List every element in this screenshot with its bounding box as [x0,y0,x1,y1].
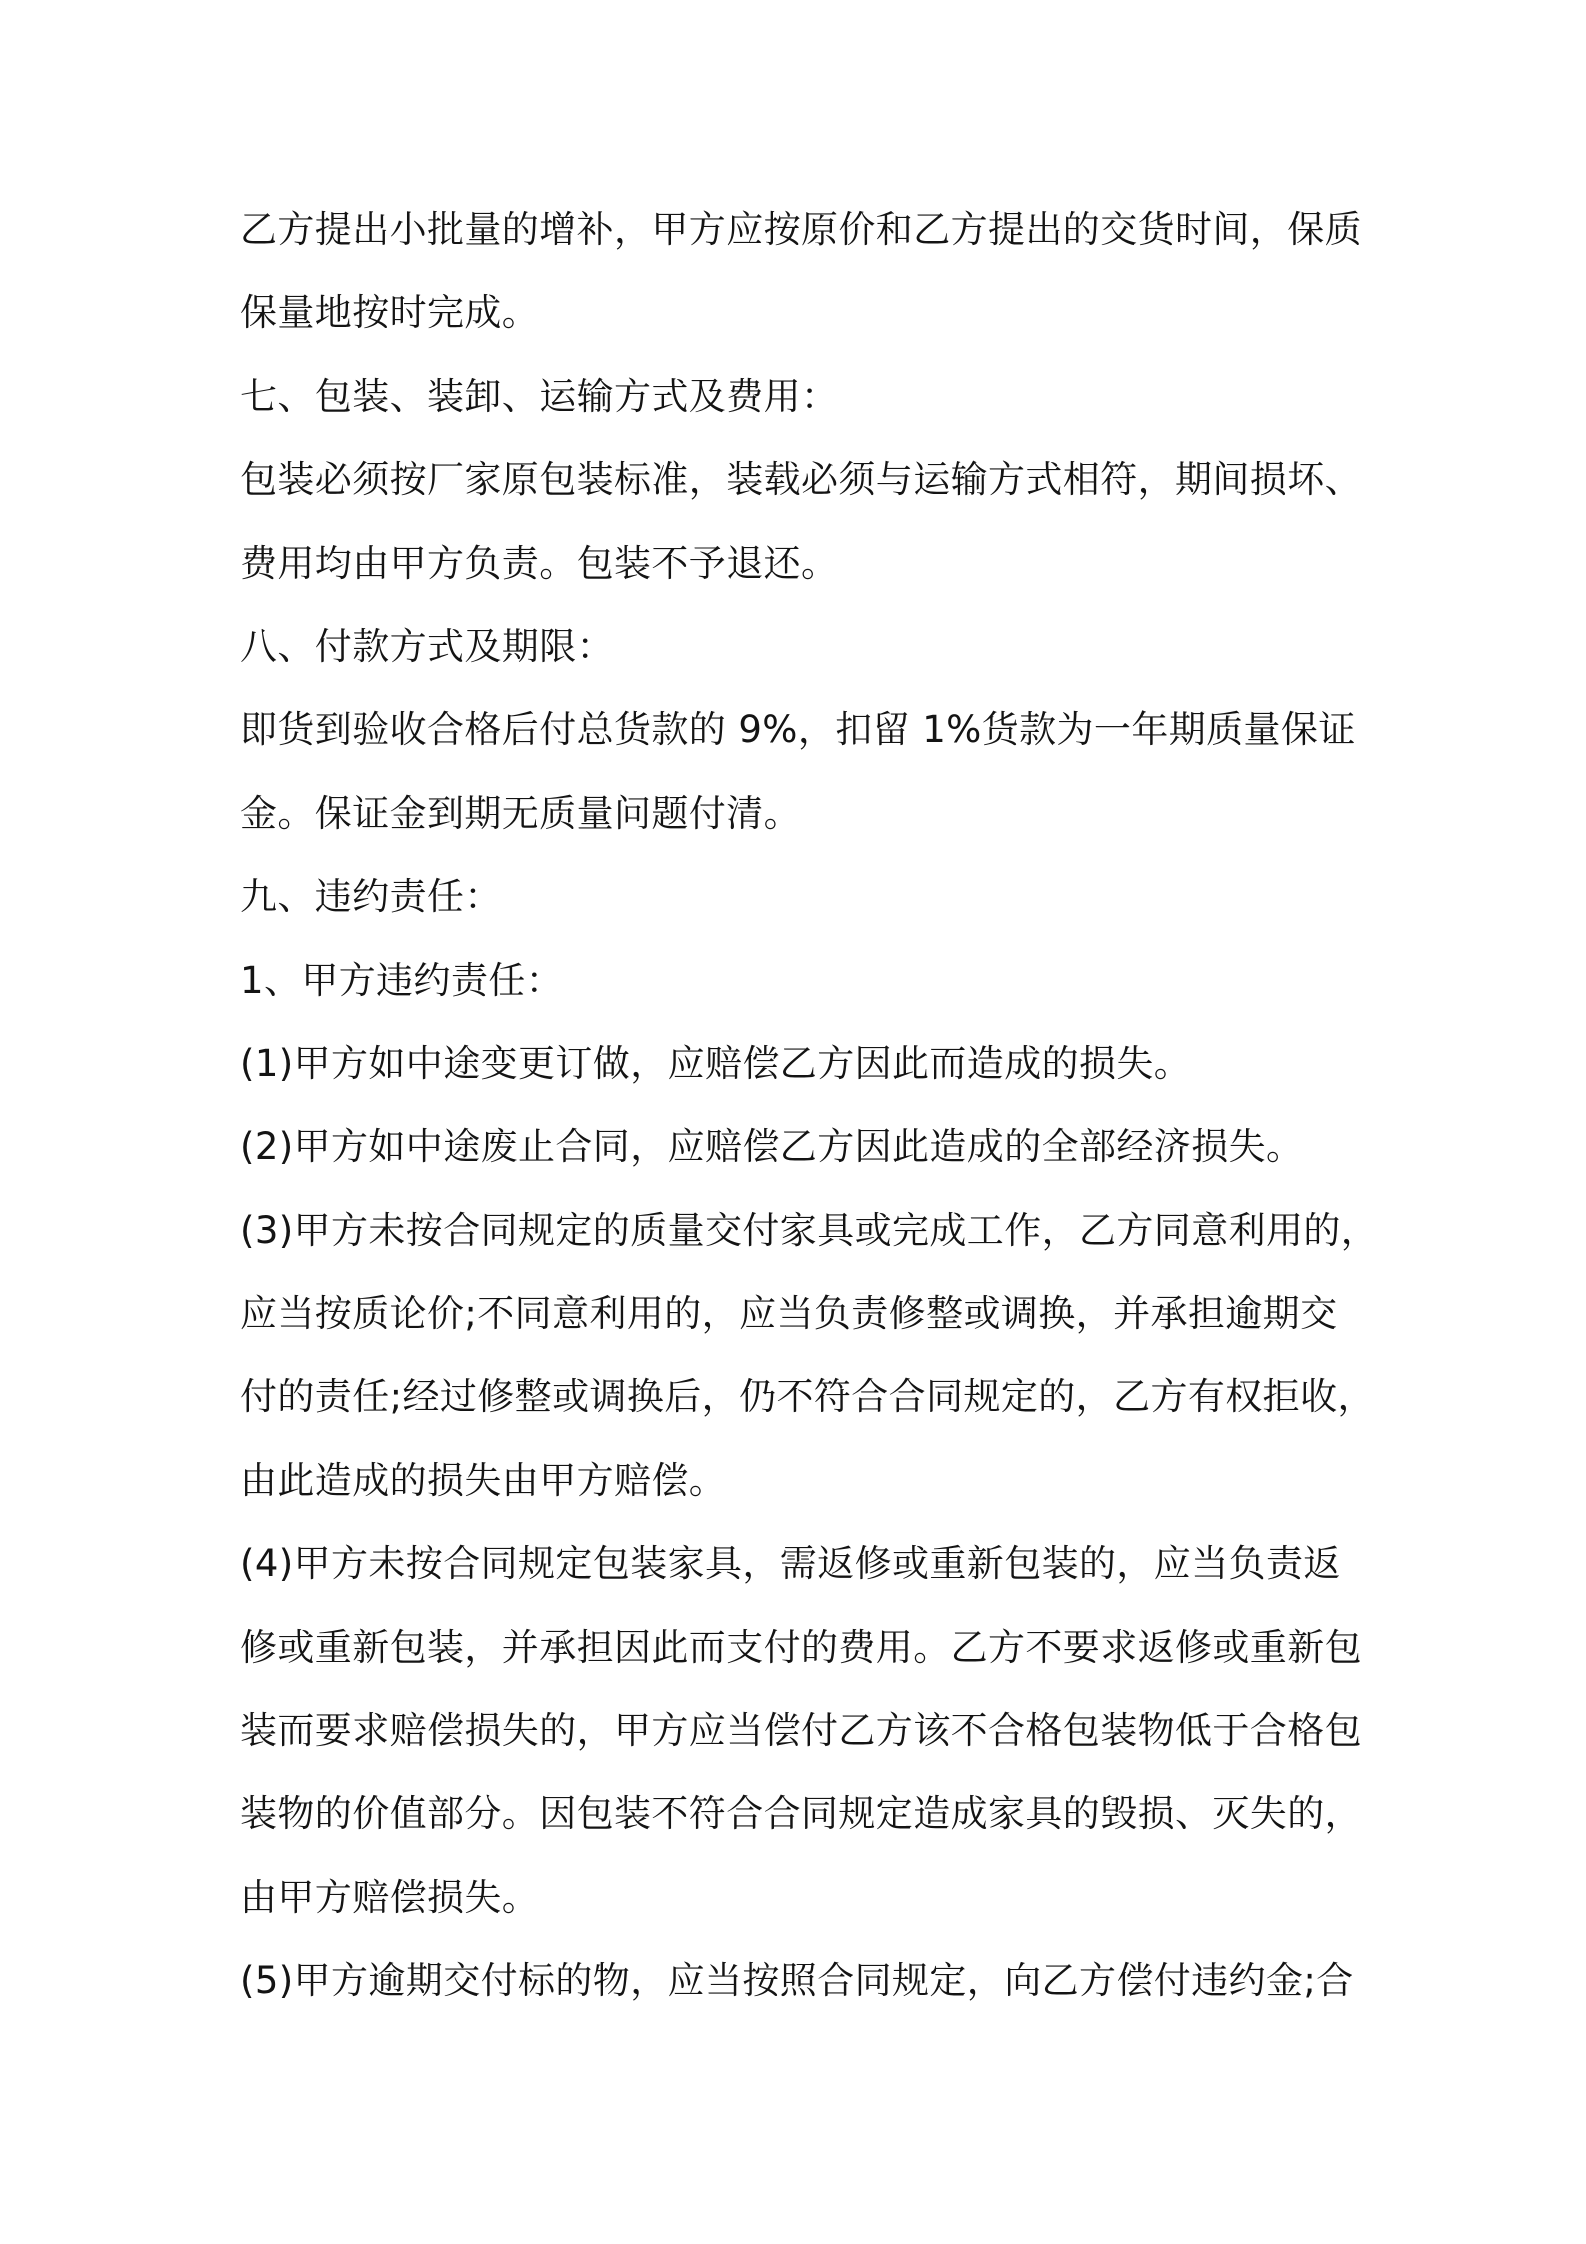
clause-line: 付的责任;经过修整或调换后，仍不符合合同规定的，乙方有权拒收， [240,1375,1375,1419]
clause-line: 由此造成的损失由甲方赔偿。 [240,1458,727,1502]
contract-body [240,198,1379,2033]
paragraph-line: 金。保证金到期无质量问题付清。 [240,791,801,835]
clause-line: 应当按质论价;不同意利用的，应当负责修整或调换，并承担逾期交 [240,1292,1338,1336]
subsection-heading: 1、甲方违约责任： [240,958,564,1002]
clause-line: (4)甲方未按合同规定包装家具，需返修或重新包装的，应当负责返 [240,1542,1341,1586]
paragraph-line: 保量地按时完成。 [240,291,540,335]
clause-line: (5)甲方逾期交付标的物，应当按照合同规定，向乙方偿付违约金;合 [240,1959,1354,2003]
clause-line: (2)甲方如中途废止合同，应赔偿乙方因此造成的全部经济损失。 [240,1125,1304,1169]
paragraph-line: 费用均由甲方负责。包装不予退还。 [240,541,839,585]
paragraph-line: 包装必须按厂家原包装标准，装载必须与运输方式相符，期间损坏、 [240,458,1362,502]
clause-line: (3)甲方未按合同规定的质量交付家具或完成工作，乙方同意利用的， [240,1208,1379,1252]
clause-line: (1)甲方如中途变更订做，应赔偿乙方因此而造成的损失。 [240,1041,1192,1085]
paragraph-line: 乙方提出小批量的增补，甲方应按原价和乙方提出的交货时间，保质 [240,208,1362,251]
clause-line: 装物的价值部分。因包装不符合合同规定造成家具的毁损、灭失的， [240,1792,1362,1836]
paragraph-line: 即货到验收合格后付总货款的 9%，扣留 1%货款为一年期质量保证 [240,708,1356,752]
section-heading: 七、包装、装卸、运输方式及费用： [240,374,839,418]
clause-line: 修或重新包装，并承担因此而支付的费用。乙方不要求返修或重新包 [240,1625,1362,1669]
section-heading: 九、违约责任： [240,875,502,919]
clause-line: 装而要求赔偿损失的，甲方应当偿付乙方该不合格包装物低于合格包 [240,1709,1362,1753]
clause-line: 由甲方赔偿损失。 [240,1875,540,1919]
section-heading: 八、付款方式及期限： [240,624,614,668]
